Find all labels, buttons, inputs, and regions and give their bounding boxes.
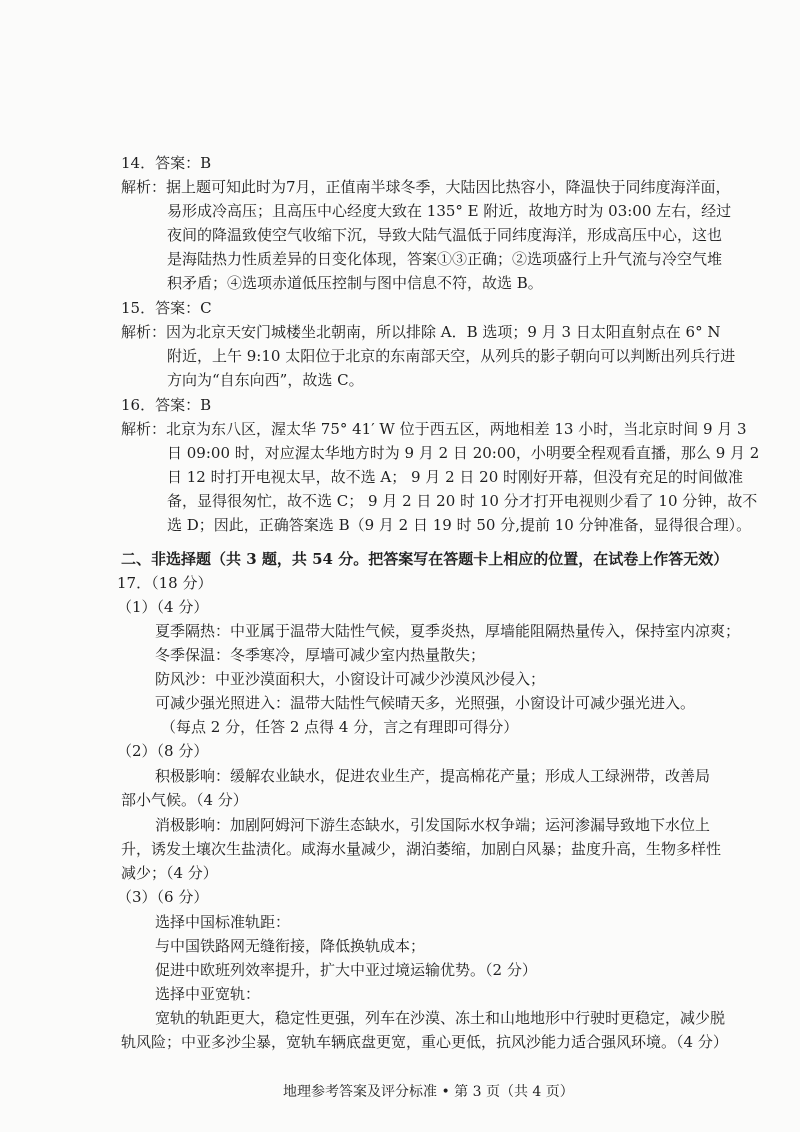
q14-line-2: 易形成冷高压；且高压中心经度大致在 135° E 附近，故地方时为 03:00 左右，经过 — [167, 202, 732, 220]
q17-part2-line-5: 减少；（4 分） — [121, 864, 218, 882]
q15-line-2: 附近，上午 9:10 太阳位于北京的东南部天空，从列兵的影子朝向可以判断出列兵行进 — [167, 347, 736, 365]
q17-part3-line-4: 选择中亚宽轨： — [155, 985, 261, 1003]
q17-part3-line-1: 选择中国标准轨距： — [155, 913, 291, 931]
q17-part1-line-3: 防风沙：中亚沙漠面积大，小窗设计可减少沙漠风沙侵入； — [155, 670, 546, 688]
q17-part3-line-6: 轨风险；中亚多沙尘暴，宽轨车辆底盘更宽，重心更低，抗风沙能力适合强风环境。（4 分） — [121, 1033, 728, 1051]
q16-line-2: 日 09:00 时，对应渥太华地方时为 9 月 2 日 20:00，小明要全程观看直播，那么 9 月 2 — [167, 444, 760, 462]
q16-heading: 16．答案：B — [121, 396, 212, 414]
q17-part1-scoring-note: （每点 2 分，任答 2 点得 4 分，言之有理即可得分） — [161, 718, 519, 736]
q16-line-4: 备，显得很匆忙，故不选 C； 9 月 2 日 20 时 10 分才打开电视则少看了 10 分钟，故不 — [167, 492, 758, 510]
q17-part2-line-4: 升，诱发土壤次生盐渍化。咸海水量减少，湖泊萎缩，加剧白风暴；盐度升高，生物多样性 — [121, 840, 722, 858]
q14-line-4: 是海陆热力性质差异的日变化体现，答案①③正确；②选项盛行上升气流与冷空气堆 — [167, 250, 723, 268]
q17-part3-line-5: 宽轨的轨距更大，稳定性更强，列车在沙漠、冻土和山地地形中行驶时更稳定，减少脱 — [155, 1009, 726, 1027]
q16-line-3: 日 12 时打开电视太早，故不选 A； 9 月 2 日 20 时刚好开幕，但没有充足的时间做准 — [167, 468, 744, 486]
q14-line-1: 解析：据上题可知此时为7月，正值南半球冬季，大陆因比热容小，降温快于同纬度海洋面， — [121, 178, 731, 196]
q17-part1-line-4: 可减少强光照进入：温带大陆性气候晴天多，光照强，小窗设计可减少强光进入。 — [155, 694, 696, 712]
q15-line-1: 解析：因为北京天安门城楼坐北朝南，所以排除 A．B 选项；9 月 3 日太阳直射点在 6° N — [121, 323, 721, 341]
q17-part2-line-2: 部小气候。（4 分） — [121, 791, 248, 809]
q14-line-5: 积矛盾；④选项赤道低压控制与图中信息不符，故选 B。 — [167, 274, 543, 292]
q14-heading: 14．答案：B — [121, 154, 212, 172]
q17-part1-heading: （1）（4 分） — [117, 598, 209, 616]
q16-line-1: 解析：北京为东八区，渥太华 75° 41′ W 位于西五区，两地相差 13 小时，当北京时间 9 月 3 — [121, 420, 747, 438]
q15-heading: 15．答案：C — [121, 299, 212, 317]
section-2-title: 二、非选择题（共 3 题，共 54 分。把答案写在答题卡上相应的位置，在试卷上作答无效） — [121, 550, 729, 568]
q17-part1-line-2: 冬季保温：冬季寒冷，厚墙可减少室内热量散失； — [155, 646, 486, 664]
q17-part2-heading: （2）（8 分） — [117, 742, 209, 760]
q17-part1-line-1: 夏季隔热：中亚属于温带大陆性气候，夏季炎热，厚墙能阻隔热量传入，保持室内凉爽； — [155, 622, 741, 640]
q17-part3-heading: （3）（6 分） — [117, 888, 209, 906]
page-footer: 地理参考答案及评分标准 • 第 3 页（共 4 页） — [283, 1084, 574, 1100]
q16-line-5: 选 D；因此，正确答案选 B（9 月 2 日 19 时 50 分,提前 10 分钟准备，显得很合理）。 — [167, 516, 752, 534]
q15-line-3: 方向为“自东向西”，故选 C。 — [167, 371, 364, 389]
q14-line-3: 夜间的降温致使空气收缩下沉，导致大陆气温低于同纬度海洋，形成高压中心，这也 — [167, 226, 723, 244]
q17-part2-line-1: 积极影响：缓解农业缺水，促进农业生产，提高棉花产量；形成人工绿洲带，改善局 — [155, 767, 711, 785]
q17-part3-line-2: 与中国铁路网无缝衔接，降低换轨成本； — [155, 937, 426, 955]
q17-heading: 17．（18 分） — [117, 574, 213, 592]
q17-part3-line-3: 促进中欧班列效率提升，扩大中亚过境运输优势。（2 分） — [155, 961, 537, 979]
q17-part2-line-3: 消极影响：加剧阿姆河下游生态缺水，引发国际水权争端；运河渗漏导致地下水位上 — [155, 816, 711, 834]
